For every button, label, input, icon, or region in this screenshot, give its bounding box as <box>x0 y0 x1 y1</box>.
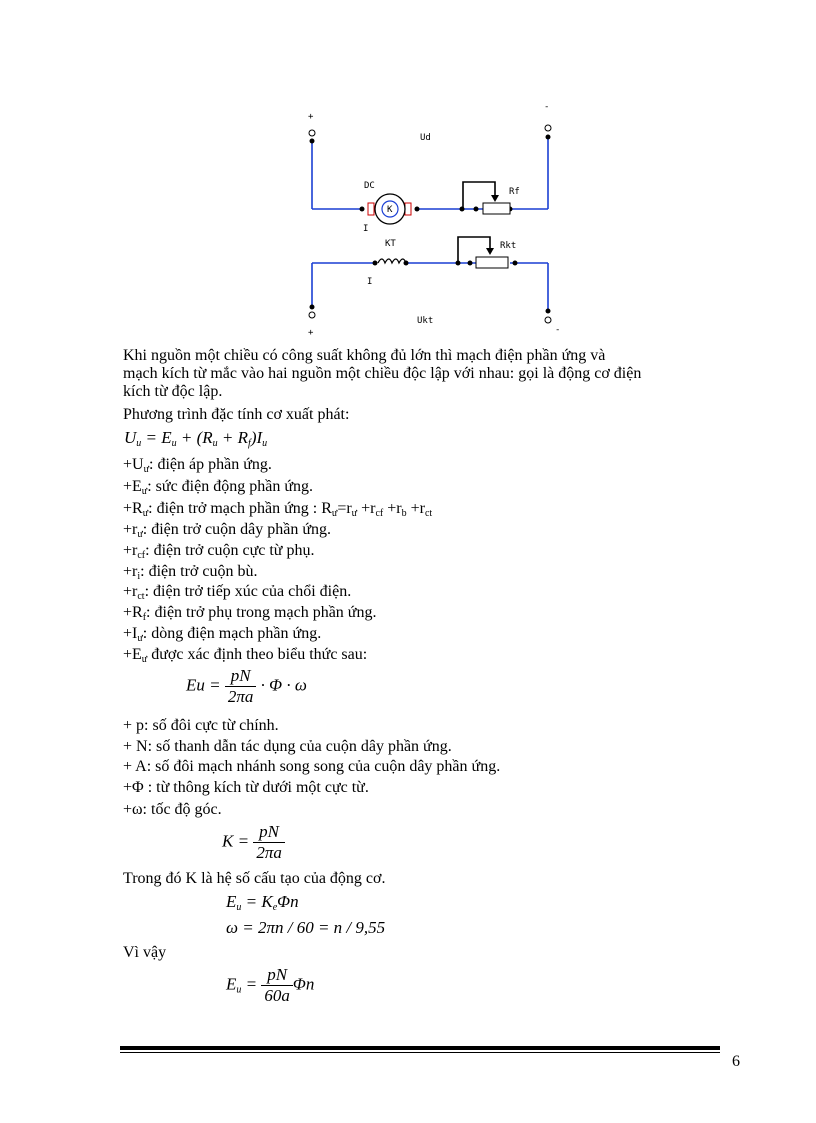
final-emf-equation: $E_u$ = $\frac{pN}{60a}$ Φn <box>226 965 315 1005</box>
emf-k-equation: $E_u = K_e\Phi n$ <box>226 892 299 913</box>
plus-top-label: + <box>308 112 314 122</box>
kt-label: KT <box>385 239 396 249</box>
def-rcf: $+r_{cf}$: điện trở cuộn cực từ phụ. <box>123 542 315 561</box>
k-description: Trong đó K là hệ số cấu tạo của động cơ. <box>123 870 386 887</box>
current-i2-label: I <box>367 277 373 287</box>
minus-bottom-label: - <box>555 325 561 335</box>
intro-line-1: Khi nguồn một chiều có công suất không đủ lớn thì mạch điện phần ứng và <box>123 347 606 364</box>
param-a: + A: số đôi mạch nhánh song song của cuộn dây phần ứng. <box>123 758 501 775</box>
k-constant-equation: K = $\frac{pN}{2\pi a}$ <box>222 822 285 863</box>
def-ea: $+E_ư$: sức điện động phần ứng. <box>123 478 313 497</box>
def-ia: $+I_ư$: dòng điện mạch phần ứng. <box>123 625 322 644</box>
param-p: + p: số đôi cực từ chính. <box>123 717 279 734</box>
ud-label: Ud <box>420 133 431 143</box>
intro-line-3: kích từ độc lập. <box>123 383 223 400</box>
def-r-armature: $+r_ư$: điện trở cuộn dây phần ứng. <box>123 521 331 540</box>
minus-top-label: - <box>544 102 550 112</box>
footer-rule-thin <box>120 1052 720 1053</box>
motor-k-label: K <box>387 205 393 215</box>
def-ri: $+r_i$: điện trở cuộn bù. <box>123 563 258 582</box>
param-phi: +Φ : từ thông kích từ dưới một cực từ. <box>123 779 369 796</box>
equation-heading: Phương trình đặc tính cơ xuất phát: <box>123 406 350 423</box>
armature-voltage-equation: $U_u = E_u + (R_u + R_f)I_u$ <box>124 428 268 449</box>
def-rct: $+r_{ct}$: điện trở tiếp xúc của chổi điện. <box>123 583 352 602</box>
plus-bottom-label: + <box>308 328 314 338</box>
circuit-diagram <box>290 95 580 340</box>
rf-label: Rf <box>509 187 520 197</box>
footer-rule-thick <box>120 1046 720 1050</box>
def-ua: $+U_ư$: điện áp phần ứng. <box>123 456 272 475</box>
kt-coil <box>378 259 406 263</box>
rkt-label: Rkt <box>500 241 517 251</box>
rkt-resistor <box>476 257 508 268</box>
rf-resistor <box>483 203 510 214</box>
param-n: + N: số thanh dẫn tác dụng của cuộn dây phần ứng. <box>123 738 452 755</box>
def-ra: $+R_ư$: điện trở mạch phần ứng : $R_ư=r_ư +r_{cf} +r_b +r_{ct}$ <box>123 500 433 519</box>
def-ea-formula: $+E_ư$ được xác định theo biểu thức sau: <box>123 646 368 665</box>
page-number: 6 <box>732 1053 740 1070</box>
ukt-label: Ukt <box>417 316 434 326</box>
omega-equation: ω = 2πn / 60 = n / 9,55 <box>226 918 386 937</box>
emf-equation: Eu = $\frac{pN}{2\pi a}$ · Φ · ω <box>186 666 307 706</box>
param-omega: +ω: tốc độ góc. <box>123 801 222 818</box>
dc-label: DC <box>364 181 375 191</box>
current-i1-label: I <box>363 224 369 234</box>
def-rf: $+R_f$: điện trở phụ trong mạch phần ứng. <box>123 604 377 623</box>
intro-line-2: mạch kích từ mắc vào hai nguồn một chiều độc lập với nhau: gọi là động cơ điện <box>123 365 642 382</box>
therefore-text: Vì vậy <box>123 944 167 961</box>
